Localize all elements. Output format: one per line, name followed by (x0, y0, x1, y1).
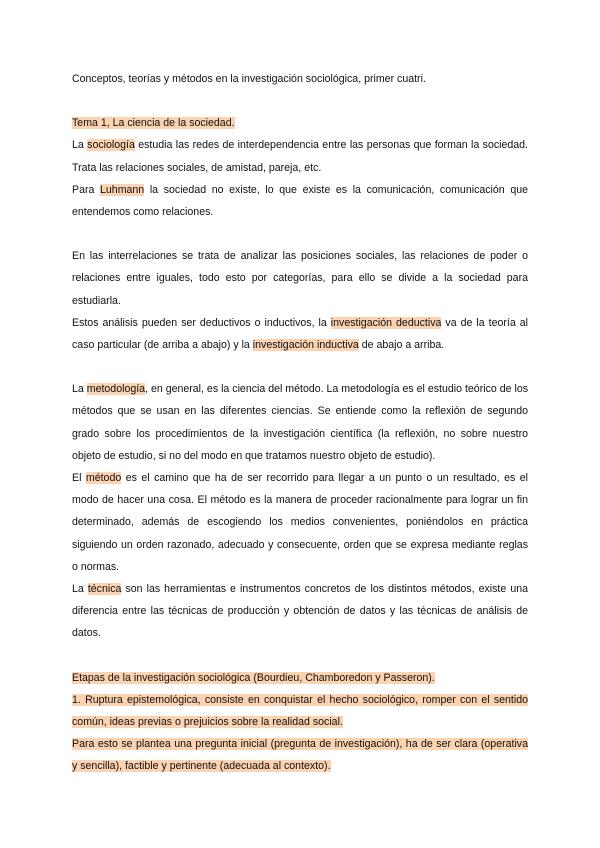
highlight-metodologia: metodología (86, 383, 146, 396)
paragraph-metodo: El método es el camino que ha de ser recorrido para llegar a un punto o un resultado, es el modo de hacer una cosa. El método es la manera de proceder racionalmente para lograr un fin determinado, además de escogiendo los medios convenientes, poniéndolos en práctica siguiendo un orden razonado, adecuado y consecuente, orden que se expresa mediante reglas o normas. (72, 472, 528, 573)
topic-heading-text: Tema 1, La ciencia de la sociedad. (72, 117, 235, 130)
paragraph-sociologia: La sociología estudia las redes de interdependencia entre las personas que forman la sociedad. Trata las relaciones sociales, de amistad, pareja, etc. (72, 139, 528, 174)
etapas-heading (72, 667, 528, 689)
etapas-heading-text: Etapas de la investigación sociológica (Bourdieu, Chamboredon y Passeron). (72, 671, 435, 684)
etapa-1-detail-text: Para esto se plantea una pregunta inicial (pregunta de investigación), ha de ser clara (operativa y sencilla), factible y pertinente (adecuada al contexto). (72, 738, 528, 773)
paragraph-tecnica: La técnica son las herramientas e instrumentos concretos de los distintos métodos, existe una diferencia entre las técnicas de producción y obtención de datos y las técnicas de análisis de datos. (72, 583, 528, 640)
paragraph-luhmann: Para Luhmann la sociedad no existe, lo que existe es la comunicación, comunicación que entendemos como relaciones. (72, 183, 528, 219)
paragraph-metodologia: La metodología, en general, es la ciencia del método. La metodología es el estudio teórico de los métodos que se usan en las diferentes ciencias. Se entiende como la reflexión de segundo grado sobre los procedimientos de la investigación científica (la reflexión, no sobre nuestro objeto de estudio, si no del modo en que tratamos nuestro objeto de estudio). (72, 383, 529, 462)
etapa-1 (72, 689, 528, 733)
highlight-metodo: método (85, 472, 122, 485)
highlight-investigacion-inductiva: investigación inductiva (252, 339, 359, 352)
document-title: Conceptos, teorías y métodos en la investigación sociológica, primer cuatri. (72, 73, 426, 85)
paragraph-analisis: Estos análisis pueden ser deductivos o inductivos, la investigación deductiva va de la teoría al caso particular (de arriba a abajo) y la investigación inductiva de abajo a arriba. (72, 316, 528, 352)
etapa-1-detail (72, 733, 528, 777)
etapa-1-text: 1. Ruptura epistemológica, consiste en conquistar el hecho sociológico, romper con el sentido común, ideas previas o prejuicios sobre la realidad social. (72, 693, 528, 729)
paragraph-interrelaciones: En las interrelaciones se trata de analizar las posiciones sociales, las relaciones de poder o relaciones entre iguales, todo esto por categorías, para ello se divide a la sociedad para estudiarla. (72, 250, 528, 307)
highlight-investigacion-deductiva: investigación deductiva (330, 316, 442, 329)
highlight-sociologia: sociología (87, 139, 135, 152)
highlight-luhmann: Luhmann (100, 183, 145, 196)
topic-heading (72, 112, 528, 134)
highlight-tecnica: técnica (87, 583, 122, 596)
